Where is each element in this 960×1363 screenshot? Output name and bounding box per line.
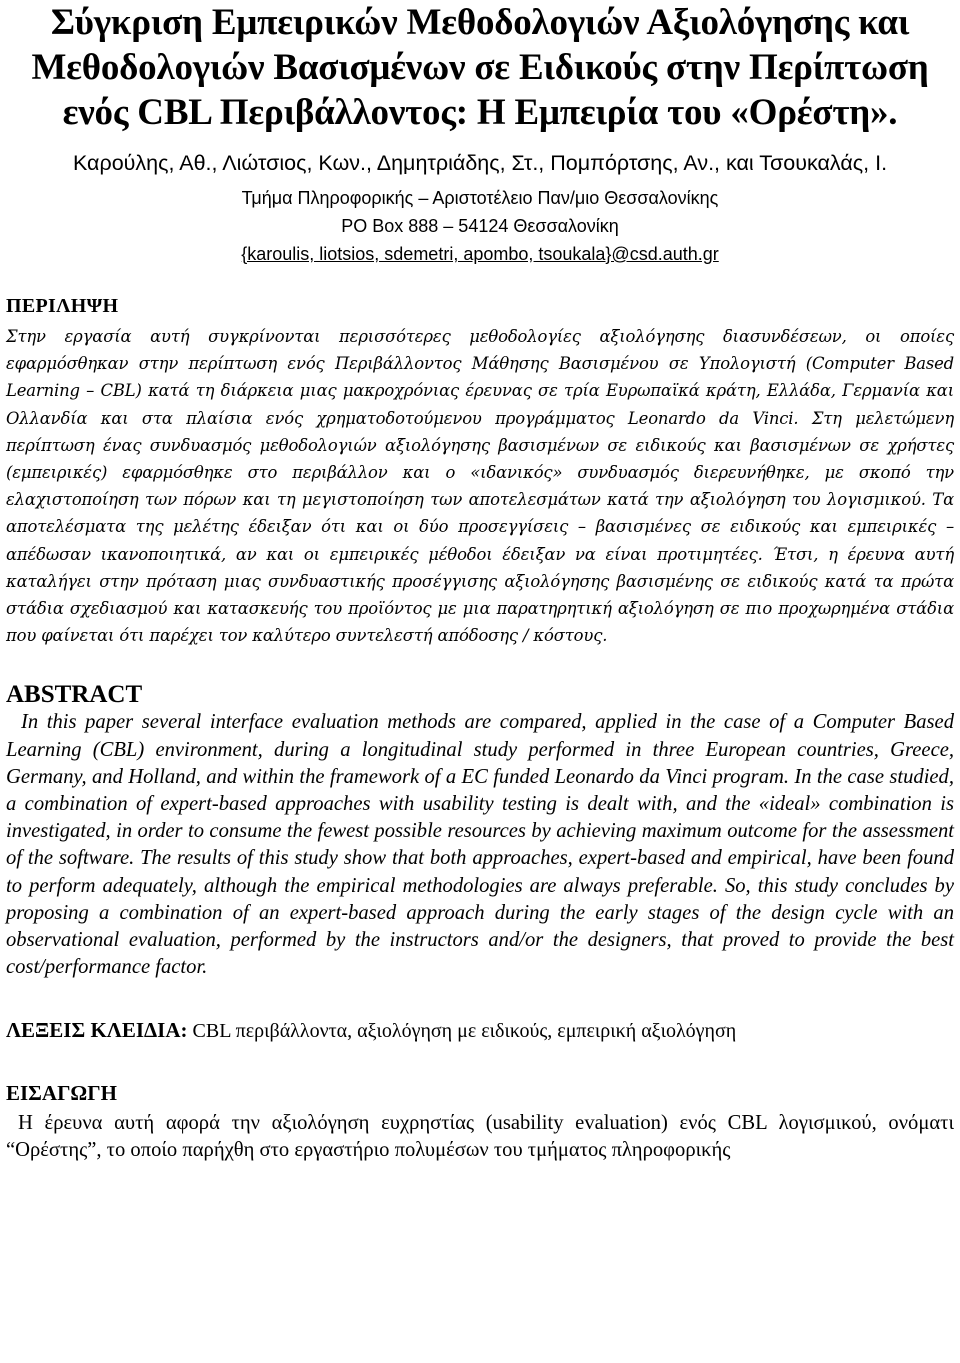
affiliation: Τμήμα Πληροφορικής – Αριστοτέλειο Παν/μιο Θεσσαλονίκης bbox=[241, 188, 719, 208]
greek-abstract-text: Στην εργασία αυτή συγκρίνονται περισσότερες μεθοδολογίες αξιολόγησης διασυνδέσεων, οι οποίες εφαρμόσθηκαν στην περίπτωση ενός Περιβάλλοντος Μάθησης Βασισμένου σε Υπολογιστή (Computer Based Learning – CBL) κατά τη διάρκεια μιας μακροχρόνιας έρευνας σε τρία Ευρωπαϊκά κράτη, Ελλάδα, Γερμανία και Ολλανδία και στα πλαίσια ενός χρηματοδοτούμενου προγράμματος Leonardo da Vinci. Στη μελετώμενη περίπτωση ένας συνδυασμός μεθοδολογιών αξιολόγησης βασισμένων σε ειδικούς και βασισμένων σε χρήστες (εμπειρικές) εφαρμόσθηκε στο περιβάλλον και ο «ιδανικός» συνδυασμός διερευνήθηκε, με σκοπό την ελαχιστοποίηση των πόρων και τη μεγιστοποίηση των αποτελεσμάτων κατά την αξιολόγηση του λογισμικού. Τα αποτελέσματα της μελέτης έδειξαν ότι και οι δύο προσεγγίσεις – βασισμένες σε ειδικούς και εμπειρικές – απέδωσαν ικανοποιητικά, αν και οι εμπειρικές μέθοδοι έδειξαν να είναι προτιμητέες. Έτσι, η έρευνα αυτή καταλήγει στην πρόταση μιας συνδυαστικής προσέγγισης αξιολόγησης βασισμένης σε ειδικούς κατά τα πρώτα στάδια σχεδιασμού και κατασκευής του προϊόντος με μια παρατηρητική αξιολόγηση σε πιο προχωρημένα στάδια που φαίνεται ότι παρέχει τον καλύτερο συντελεστή απόδοσης / κόστους. bbox=[6, 327, 954, 646]
english-abstract-heading: ABSTRACT bbox=[6, 681, 143, 709]
author-emails-link[interactable]: {karoulis, liotsios, sdemetri, apombo, tsoukala}@csd.auth.gr bbox=[241, 244, 719, 264]
paper-title: Σύγκριση Εμπειρικών Μεθοδολογιών Αξιολόγησης και Μεθοδολογιών Βασισμένων σε Ειδικούς στην Περίπτωση ενός CBL Περιβάλλοντος: Η Εμπειρία του «Ορέστη». bbox=[31, 2, 929, 133]
greek-abstract-heading: ΠΕΡΙΛΗΨΗ bbox=[6, 295, 119, 317]
keywords-label: ΛΕΞΕΙΣ ΚΛΕΙΔΙΑ: bbox=[6, 1018, 188, 1043]
english-abstract-text: In this paper several interface evaluation methods are compared, applied in the case of a Computer Based Learning (CBL) environment, during a longitudinal study performed in three European countries, Greece, Germany, and Holland, and within the framework of a EC funded Leonardo da Vinci program. In the case studied, a combination of expert-based approaches with usability testing is dealt with, and the «ideal» combination is investigated, in order to consume the fewest possible resources by achieving maximum outcome for the assessment of the software. The results of this study show that both approaches, expert-based and empirical, have been found to perform adequately, although the empirical methodologies are always preferable. So, this study concludes by proposing a combination of an expert-based approach during the early stages of the design cycle with an observational evaluation, performed by the instructors and/or the designers, that proved to provide the best cost/performance factor. bbox=[6, 711, 954, 979]
introduction-heading: ΕΙΣΑΓΩΓΗ bbox=[6, 1081, 117, 1106]
postal-address: PO Box 888 – 54124 Θεσσαλονίκη bbox=[341, 216, 619, 236]
author-list: Καρούλης, Αθ., Λιώτσιος, Κων., Δημητριάδης, Στ., Πομπόρτσης, Αν., και Τσουκαλάς, Ι. bbox=[72, 151, 888, 175]
introduction-text: Η έρευνα αυτή αφορά την αξιολόγηση ευχρηστίας (usability evaluation) ενός CBL λογισμικού, ονόματι “Ορέστης”, το οποίο παρήχθη στο εργαστήριο πολυμέσων του τμήματος πληροφορικής bbox=[6, 1112, 954, 1162]
paper-page bbox=[6, 0, 954, 1164]
keywords-line bbox=[6, 1017, 954, 1044]
keywords-text: CBL περιβάλλοντα, αξιολόγηση με ειδικούς, εμπειρική αξιολόγηση bbox=[192, 1020, 737, 1043]
english-abstract-body bbox=[6, 709, 954, 981]
